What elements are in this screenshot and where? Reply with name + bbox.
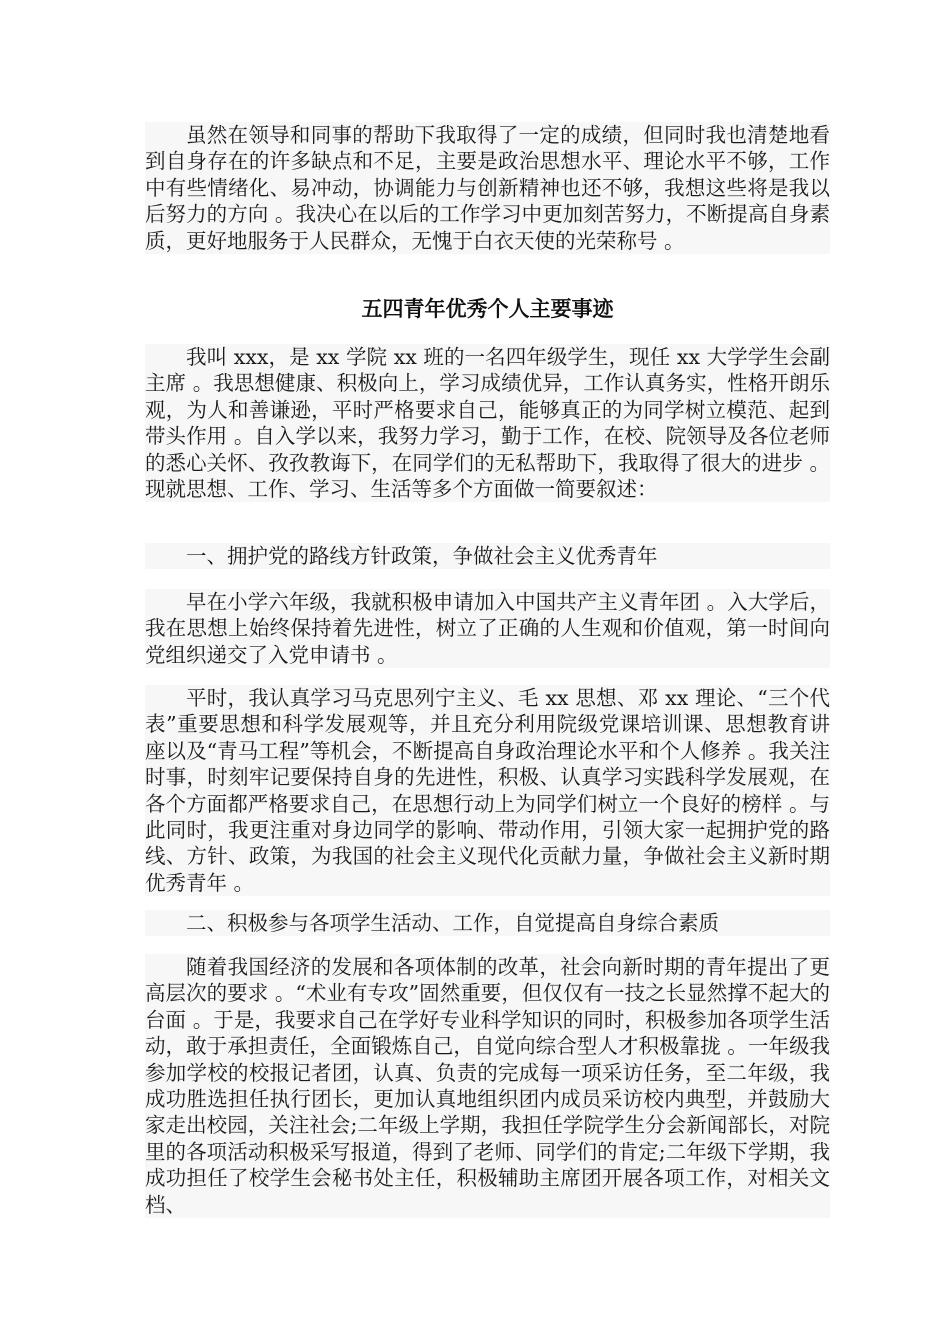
section-heading-1: 一、拥护党的路线方针政策，争做社会主义优秀青年 [145,543,830,569]
paragraph-2: 早在小学六年级，我就积极申请加入中国共产主义青年团 。入大学后，我在思想上始终保持着先进性，树立了正确的人生观和价值观，第一时间向党组织递交了入党申请书 。 [145,590,830,667]
paragraph-1: 我叫 xxx，是 xx 学院 xx 班的一名四年级学生，现任 xx 大学学生会副主席 。我思想健康、积极向上，学习成绩优异，工作认真务实，性格开朗乐观，为人和善谦逊，平时严格要求自己，能够真正的为同学树立模范、起到带头作用 。自入学以来，我努力学习，勤于工作，在校、院领导及各位老师的悉心关怀、孜孜教诲下，在同学们的无私帮助下，我取得了很大的进步 。现就思想、工作、学习、生活等多个方面做一简要叙述： [145,345,830,502]
paragraph-4: 随着我国经济的发展和各项体制的改革，社会向新时期的青年提出了更高层次的要求 。“术业有专攻”固然重要，但仅仅有一技之长显然撑不起大的台面 。于是，我要求自己在学好专业科学知识的同时，积极参加各项学生活动，敢于承担责任，全面锻炼自己，自觉向综合型人才积极靠拢 。一年级我参加学校的校报记者团，认真、负责的完成每一项采访任务，至二年级，我成功胜选担任执行团长，更加认真地组织团内成员采访校内典型，并鼓励大家走出校园，关注社会;二年级上学期，我担任学院学生分会新闻部长，对院里的各项活动积极采写报道，得到了老师、同学们的肯定;二年级下学期，我成功担任了校学生会秘书处主任，积极辅助主席团开展各项工作，对相关文档、 [145,955,830,1217]
paragraph-3: 平时，我认真学习马克思列宁主义、毛 xx 思想、邓 xx 理论、“三个代表”重要思想和科学发展观等，并且充分利用院级党课培训课、思想教育讲座以及“青马工程”等机会，不断提高自身政治理论水平和个人修养 。我关注时事，时刻牢记要保持自身的先进性，积极、认真学习实践科学发展观，在各个方面都严格要求自己，在思想行动上为同学们树立一个良好的榜样 。与此同时，我更注重对身边同学的影响、带动作用，引领大家一起拥护党的路线、方针、政策，为我国的社会主义现代化贡献力量，争做社会主义新时期优秀青年 。 [145,686,830,895]
page-title: 五四青年优秀个人主要事迹 [361,296,614,321]
intro-paragraph: 虽然在领导和同事的帮助下我取得了一定的成绩，但同时我也清楚地看到自身存在的许多缺点和不足，主要是政治思想水平、理论水平不够，工作中有些情绪化、易冲动，协调能力与创新精神也还不够，我想这些将是我以后努力的方向 。我决心在以后的工作学习中更加刻苦努力，不断提高自身素质，更好地服务于人民群众，无愧于白衣天使的光荣称号 。 [145,123,830,253]
section-heading-2: 二、积极参与各项学生活动、工作，自觉提高自身综合素质 [145,910,830,936]
